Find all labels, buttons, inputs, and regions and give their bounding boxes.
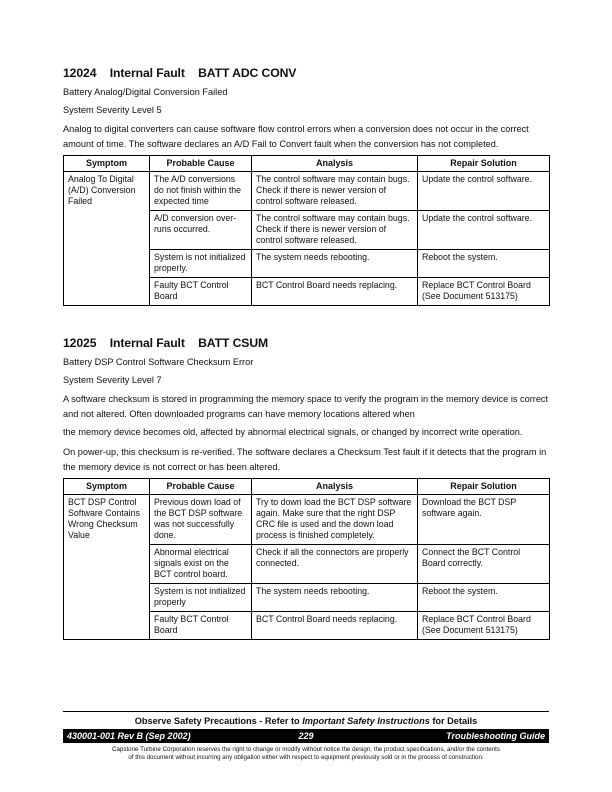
solution-cell: Reboot the system. [418, 584, 550, 612]
safety-notice-prefix: Observe Safety Precautions - Refer to [134, 716, 303, 726]
legal-disclaimer [63, 743, 549, 762]
page-footer [63, 711, 549, 762]
cause-cell: The A/D conversions do not finish within the expected time [150, 172, 252, 211]
header-symptom: Symptom [64, 479, 150, 495]
analysis-cell: BCT Control Board needs replacing. [252, 612, 418, 640]
document-number: 430001-001 Rev B (Sep 2002) [67, 731, 191, 741]
fault-code: 12024 [63, 66, 97, 80]
cause-cell: Faulty BCT Control Board [150, 278, 252, 306]
document-page [63, 66, 549, 640]
fault-type: Internal Fault [109, 66, 185, 80]
header-repair-solution: Repair Solution [418, 156, 550, 172]
cause-cell: A/D conversion over-runs occurred. [150, 211, 252, 250]
table-header-row [64, 156, 550, 172]
header-analysis: Analysis [252, 156, 418, 172]
cause-cell: Abnormal electrical signals exist on the BCT control board. [150, 545, 252, 584]
cause-cell: Faulty BCT Control Board [150, 612, 252, 640]
severity-level: System Severity Level 5 [63, 105, 162, 115]
analysis-cell: The control software may contain bugs. Check if there is newer version of control software released. [252, 172, 418, 211]
header-probable-cause: Probable Cause [150, 479, 252, 495]
fault-description-part2: the memory device becomes old, affected by abnormal electrical signals, or changed by incorrect write operation. [63, 427, 523, 437]
header-repair-solution: Repair Solution [418, 479, 550, 495]
analysis-cell: Check if all the connectors are properly connected. [252, 545, 418, 584]
solution-cell: Replace BCT Control Board (See Document 513175) [418, 278, 550, 306]
fault-subtitle: Battery DSP Control Software Checksum Error [63, 357, 254, 367]
analysis-cell: The system needs rebooting. [252, 584, 418, 612]
fault-type: Internal Fault [109, 336, 185, 350]
analysis-cell: The control software may contain bugs. Check if there is newer version of control software released. [252, 211, 418, 250]
guide-title: Troubleshooting Guide [446, 731, 545, 741]
table-row [64, 172, 550, 211]
footer-bar [63, 729, 549, 743]
fault-description-part3: On power-up, this checksum is re-verified. The software declares a Checksum Test fault if it detects that the program in the memory device is not correct or has been altered. [63, 447, 547, 472]
troubleshooting-table-12025 [63, 478, 550, 640]
safety-instructions-reference: Important Safety Instructions [302, 716, 430, 726]
cause-cell: Previous down load of the BCT DSP software was not successfully done. [150, 495, 252, 545]
solution-cell: Update the control software. [418, 211, 550, 250]
severity-level: System Severity Level 7 [63, 375, 162, 385]
fault-name: BATT ADC CONV [198, 66, 297, 80]
symptom-cell: BCT DSP Control Software Contains Wrong Checksum Value [64, 495, 150, 640]
legal-line-1: Capstone Turbine Corporation reserves the right to change or modify without notice the design, the product specifications, and/or the contents [112, 746, 500, 753]
header-symptom: Symptom [64, 156, 150, 172]
cause-cell: System is not initialized properly [150, 584, 252, 612]
fault-heading-12025 [63, 336, 549, 350]
header-probable-cause: Probable Cause [150, 156, 252, 172]
symptom-cell: Analog To Digital (A/D) Conversion Failed [64, 172, 150, 306]
safety-notice [63, 712, 549, 729]
cause-cell: System is not initialized properly. [150, 250, 252, 278]
analysis-cell: BCT Control Board needs replacing. [252, 278, 418, 306]
fault-description: Analog to digital converters can cause software flow control errors when a conversion does not occur in the correct amount of time. The software declares an A/D Fail to Convert fault when the conversion has not completed. [63, 124, 529, 149]
solution-cell: Replace BCT Control Board (See Document 513175) [418, 612, 550, 640]
fault-subtitle: Battery Analog/Digital Conversion Failed [63, 87, 228, 97]
fault-name: BATT CSUM [198, 336, 269, 350]
legal-line-2: of this document without incurring any obligation either with respect to equipment previously sold or in the process of construction. [128, 754, 484, 761]
safety-notice-suffix: for Details [429, 716, 478, 726]
analysis-cell: Try to down load the BCT DSP software again. Make sure that the right DSP CRC file is used and the down load process is finished completely. [252, 495, 418, 545]
solution-cell: Connect the BCT Control Board correctly. [418, 545, 550, 584]
solution-cell: Download the BCT DSP software again. [418, 495, 550, 545]
table-header-row [64, 479, 550, 495]
troubleshooting-table-12024 [63, 155, 550, 306]
analysis-cell: The system needs rebooting. [252, 250, 418, 278]
solution-cell: Update the control software. [418, 172, 550, 211]
fault-heading-12024 [63, 66, 549, 80]
header-analysis: Analysis [252, 479, 418, 495]
fault-description-part1: A software checksum is stored in programming the memory space to verify the program in the memory device is correct and not altered. Often downloaded programs can have memory locations altered when [63, 394, 549, 419]
fault-code: 12025 [63, 336, 97, 350]
page-number: 229 [298, 731, 314, 741]
table-row [64, 495, 550, 545]
solution-cell: Reboot the system. [418, 250, 550, 278]
